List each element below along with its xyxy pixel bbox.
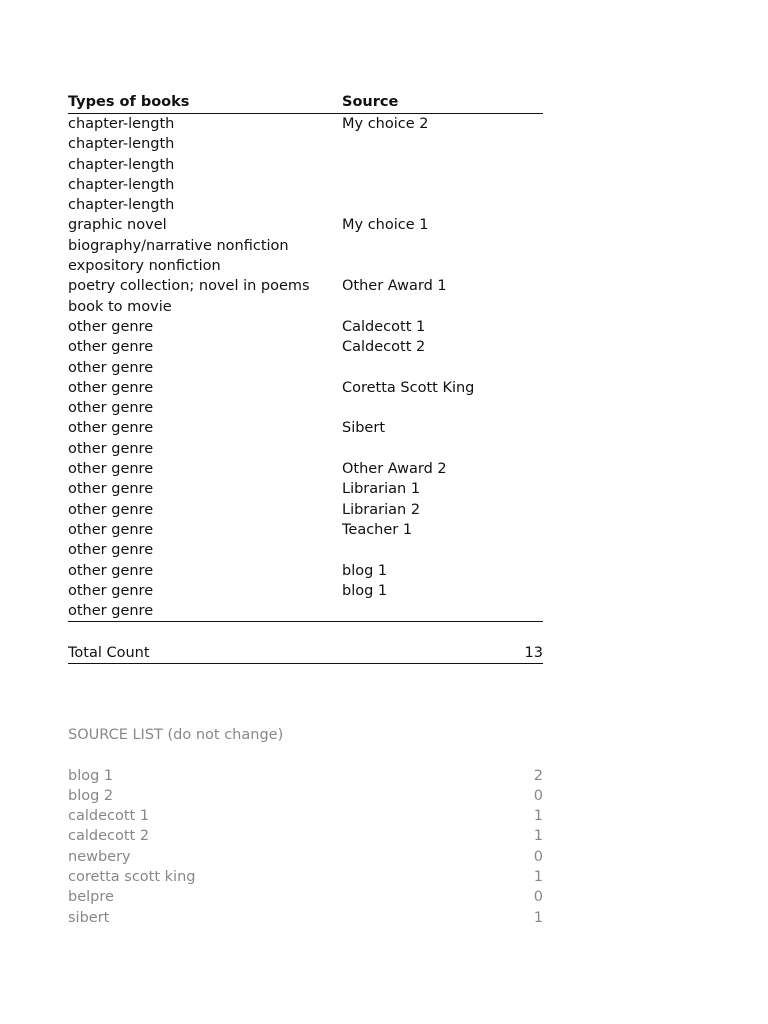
book-type-cell[interactable]: chapter-length (68, 176, 175, 193)
book-type-cell[interactable]: expository nonfiction (68, 258, 221, 275)
source-name-cell[interactable]: blog 1 (68, 767, 114, 784)
total-count-row (68, 643, 543, 664)
table-row (68, 317, 543, 337)
book-type-cell[interactable]: book to movie (68, 298, 172, 315)
table-row (68, 418, 543, 438)
table-row (68, 114, 543, 134)
table-row (68, 479, 543, 499)
source-name-cell[interactable]: caldecott 1 (68, 808, 150, 825)
table-row (68, 358, 543, 378)
source-name-cell[interactable]: newbery (68, 848, 131, 865)
source-count-cell[interactable]: 1 (533, 808, 543, 825)
source-cell[interactable]: Other Award 1 (342, 278, 447, 295)
source-cell[interactable] (342, 134, 543, 154)
source-name-cell[interactable]: sibert (68, 909, 110, 926)
source-cell[interactable]: Caldecott 1 (342, 318, 426, 335)
table-row (68, 215, 543, 235)
book-type-cell[interactable]: chapter-length (68, 156, 175, 173)
source-cell[interactable]: Sibert (342, 420, 386, 437)
source-name-cell[interactable]: belpre (68, 889, 114, 906)
table-row (68, 459, 543, 479)
book-type-cell[interactable]: other genre (68, 379, 154, 396)
source-cell[interactable]: Librarian 1 (342, 481, 421, 498)
source-cell[interactable] (342, 439, 543, 459)
book-type-cell[interactable]: chapter-length (68, 197, 175, 214)
source-cell[interactable]: blog 1 (342, 582, 388, 599)
source-cell[interactable] (342, 601, 543, 621)
header-types-of-books[interactable]: Types of books (68, 94, 190, 110)
source-cell[interactable] (342, 297, 543, 317)
source-count-cell[interactable]: 0 (533, 889, 543, 906)
spacer (68, 622, 543, 642)
source-cell[interactable]: Librarian 2 (342, 501, 421, 518)
list-item (68, 887, 543, 907)
book-type-cell[interactable]: graphic novel (68, 217, 167, 234)
source-cell[interactable]: Coretta Scott King (342, 379, 475, 396)
source-cell[interactable] (342, 175, 543, 195)
source-cell[interactable]: My choice 1 (342, 217, 429, 234)
source-count-cell[interactable]: 1 (533, 868, 543, 885)
source-count-cell[interactable]: 0 (533, 787, 543, 804)
header-source[interactable]: Source (342, 94, 399, 110)
list-item (68, 806, 543, 826)
book-type-cell[interactable]: biography/narrative nonfiction (68, 237, 289, 254)
table-row (68, 276, 543, 296)
table-row (68, 439, 543, 459)
source-cell[interactable] (342, 256, 543, 276)
list-item (68, 766, 543, 786)
book-type-cell[interactable]: other genre (68, 481, 154, 498)
table-row (68, 155, 543, 175)
header-row (68, 92, 543, 114)
book-type-cell[interactable]: poetry collection; novel in poems (68, 278, 310, 295)
table-row (68, 378, 543, 398)
list-item (68, 908, 543, 928)
source-cell[interactable] (342, 540, 543, 560)
source-cell[interactable] (342, 236, 543, 256)
book-type-cell[interactable]: other genre (68, 359, 154, 376)
total-count-label[interactable]: Total Count (68, 644, 150, 661)
source-name-cell[interactable]: coretta scott king (68, 868, 196, 885)
table-row (68, 398, 543, 418)
book-type-cell[interactable]: other genre (68, 339, 154, 356)
table-row (68, 520, 543, 540)
book-type-cell[interactable]: other genre (68, 521, 154, 538)
book-type-cell[interactable]: other genre (68, 420, 154, 437)
book-type-cell[interactable]: chapter-length (68, 136, 175, 153)
book-type-cell[interactable]: other genre (68, 582, 154, 599)
source-list-title-row (68, 725, 543, 745)
source-list (68, 766, 543, 928)
source-cell[interactable] (342, 195, 543, 215)
table-row (68, 256, 543, 276)
source-cell[interactable] (342, 398, 543, 418)
list-item (68, 867, 543, 887)
table-row (68, 175, 543, 195)
source-name-cell[interactable]: blog 2 (68, 787, 114, 804)
table-row (68, 561, 543, 581)
spacer (68, 745, 543, 765)
table-row (68, 601, 543, 621)
source-cell[interactable]: Teacher 1 (342, 521, 413, 538)
table-row (68, 500, 543, 520)
source-count-cell[interactable]: 0 (533, 848, 543, 865)
source-cell[interactable]: Caldecott 2 (342, 339, 426, 356)
book-type-cell[interactable]: other genre (68, 603, 154, 620)
spacer (68, 705, 543, 725)
source-count-cell[interactable]: 2 (533, 767, 543, 784)
list-item (68, 847, 543, 867)
table-row (68, 297, 543, 317)
source-name-cell[interactable]: caldecott 2 (68, 828, 150, 845)
source-cell[interactable]: My choice 2 (342, 116, 429, 132)
source-count-cell[interactable]: 1 (533, 909, 543, 926)
table-row (68, 195, 543, 215)
spreadsheet (68, 92, 543, 928)
spacer (68, 664, 543, 684)
book-type-cell[interactable]: other genre (68, 501, 154, 518)
list-item (68, 826, 543, 846)
source-cell[interactable]: Other Award 2 (342, 461, 447, 478)
table-row (68, 581, 543, 601)
book-type-cell[interactable]: other genre (68, 440, 154, 457)
book-rows (68, 114, 543, 622)
table-row (68, 540, 543, 560)
spacer (68, 684, 543, 704)
book-type-cell[interactable]: other genre (68, 400, 154, 417)
source-cell[interactable] (342, 358, 543, 378)
total-count-value[interactable]: 13 (524, 644, 543, 661)
list-item (68, 786, 543, 806)
source-list-title[interactable]: SOURCE LIST (do not change) (68, 726, 284, 743)
table-row (68, 236, 543, 256)
book-type-cell[interactable]: other genre (68, 461, 154, 478)
table-row (68, 134, 543, 154)
book-type-cell[interactable]: other genre (68, 562, 154, 579)
source-cell[interactable] (342, 155, 543, 175)
book-type-cell[interactable]: chapter-length (68, 116, 175, 132)
book-type-cell[interactable]: other genre (68, 542, 154, 559)
table-row (68, 337, 543, 357)
book-type-cell[interactable]: other genre (68, 318, 154, 335)
source-count-cell[interactable]: 1 (533, 828, 543, 845)
source-cell[interactable]: blog 1 (342, 562, 388, 579)
